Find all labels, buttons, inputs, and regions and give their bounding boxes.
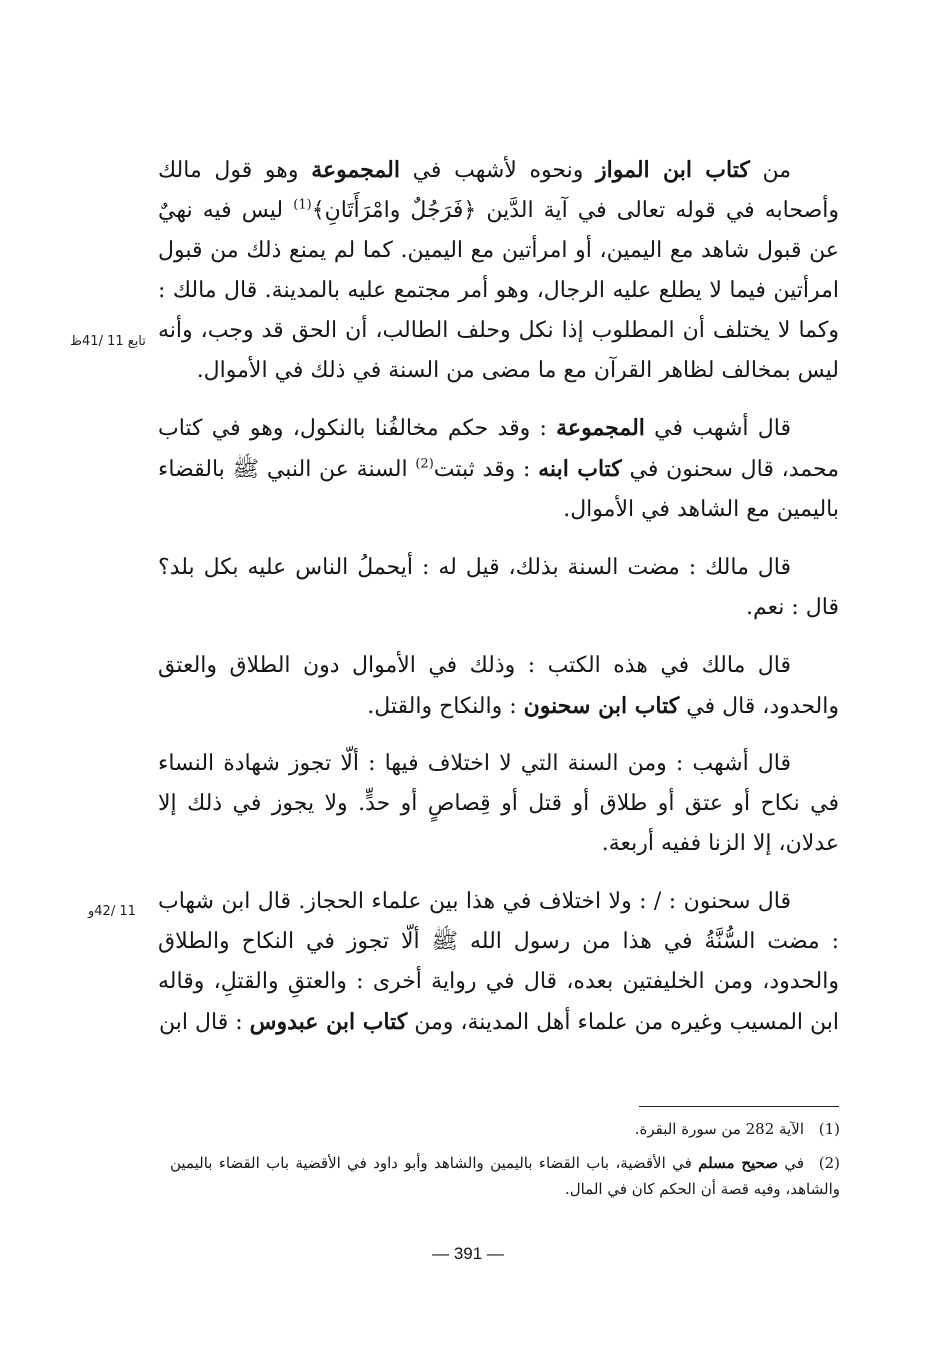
text-run: : وقد ثبتت — [433, 457, 539, 482]
text-run: قال مالك في هذه الكتب : وذلك في الأموال دون الطلاق والعتق والحدود، قال في — [158, 653, 839, 719]
text-run: قال أشهب في — [644, 416, 792, 441]
bold-term: صحيح مسلم — [698, 1154, 778, 1172]
paragraph-1 — [158, 150, 839, 391]
paragraph-4 — [158, 646, 839, 727]
footnote-separator — [639, 1106, 839, 1107]
page-number: — 391 — — [432, 1244, 504, 1263]
text-run: وهو قول مالك وأصحابه في قوله تعالى في آية الدَّين ﴿فَرَجُلٌ وامْرَأَتَانِ﴾ — [158, 158, 840, 223]
margin-note-folio-42: 11 /42و — [88, 904, 136, 919]
text-run: : قال ابن — [159, 1010, 250, 1035]
text-run: السنة عن النبي ﷺ بالقضاء باليمين مع الشاهد في الأموال. — [158, 457, 839, 522]
text-run: ونحوه لأشهب في — [399, 158, 597, 183]
text-run: من — [749, 158, 792, 183]
bold-term: المجموعة — [556, 415, 645, 441]
text-run: الآية 282 من سورة البقرة. — [634, 1120, 804, 1138]
text-run: قال مالك : مضت السنة بذلك، قيل له : أيحملُ الناس عليه بكل بلد؟ قال : نعم. — [158, 555, 839, 620]
paragraph-2 — [158, 408, 839, 530]
bold-term: كتاب ابن سحنون — [523, 693, 680, 719]
bold-term: كتاب ابن عبدوس — [249, 1009, 408, 1035]
text-run: : والنكاح والقتل. — [367, 694, 524, 719]
footnote-number: (1) — [818, 1120, 840, 1138]
text-run: : وقد حكم مخالفُنا بالنكول، وهو في كتاب محمد، قال سحنون في — [158, 416, 839, 482]
paragraph-5 — [158, 744, 839, 864]
bold-term: كتاب ابن المواز — [596, 157, 750, 183]
text-run: في — [777, 1154, 804, 1172]
bold-term: المجموعة — [311, 157, 400, 183]
text-run: ليس فيه نهيٌ عن قبول شاهد مع اليمين، أو امرأتين مع اليمين. كما لم يمنع ذلك من قبول امرأتين فيما لا يطلع عليه الرجال، وهو أمر مجتمع عليه بالمدينة. قال مالك : وكما لا يختلف أن المطلوب إذا نكل وحلف الطالب، أن الحق قد وجب، وأنه ليس بمخالف لظاهر القرآن مع ما مضى من السنة في ذلك في الأموال. — [158, 198, 839, 383]
margin-note-folio-41: تابع 11 /41ظ — [70, 334, 146, 349]
text-run: في الأقضية، باب القضاء باليمين والشاهد وأبو داود في الأقضية باب القضاء باليمين والشاهد، وفيه قصة أن الحكم كان في المال. — [170, 1154, 840, 1198]
text-run: قال أشهب : ومن السنة التي لا اختلاف فيها : ألّا تجوز شهادة النساء في نكاح أو عتق أو طلاق أو قتل أو قِصاصٍ أو حدٍّ. ولا يجوز في ذلك إلا عدلان، إلا الزنا ففيه أربعة. — [158, 751, 839, 856]
bold-term: كتاب ابنه — [538, 456, 622, 482]
footnote-ref[interactable]: (2) — [415, 456, 434, 472]
paragraph-3 — [158, 548, 839, 628]
footnote-1 — [170, 1116, 840, 1142]
paragraph-6 — [158, 882, 839, 1043]
footnote-number: (2) — [818, 1154, 840, 1172]
footnote-2 — [170, 1150, 840, 1202]
text-run: قال سحنون : / : ولا اختلاف في هذا بين علماء الحجاز. قال ابن شهاب : مضت السُّنَّةُ في هذا من رسول الله ﷺ ألّا تجوز في النكاح والطلاق والحدود، ومن الخليفتين بعده، قال في رواية أخرى : والعتقِ والقتلِ، وقاله ابن المسيب وغيره من علماء أهل المدينة، ومن — [158, 889, 839, 1035]
footnote-ref[interactable]: (1) — [293, 197, 312, 213]
